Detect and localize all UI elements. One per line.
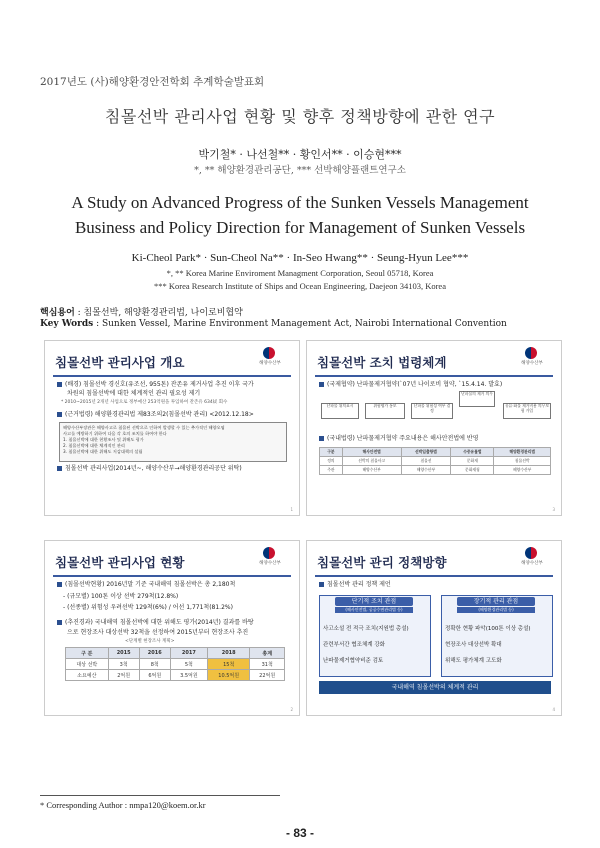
- law-box-line: 사고를 예방하기 위하여 다음 각 호의 조치를 하여야 한다: [63, 431, 167, 436]
- slide-number: 3: [552, 507, 555, 512]
- slide-line: (국내법령) 난파물제거협약 주요내용은 해사안전법에 반영: [327, 435, 479, 442]
- policy-item: 사고소설 전 적극 조치(지원법 총설): [323, 626, 409, 632]
- table-header-cell: 2017: [170, 648, 207, 659]
- table-cell: 대상 선박: [66, 659, 109, 670]
- policy-item: 위해도 평가체계 고도화: [445, 658, 502, 664]
- law-box-line: 해양수산부장관은 해양사고로 침몰된 선박으로 인하여 발생할 수 있는 추가적인 해양오염: [63, 425, 225, 430]
- table-cell: 31척: [250, 659, 285, 670]
- slide-text: [319, 435, 551, 443]
- table-cell: 해양수산부: [342, 466, 401, 475]
- slide-text: [319, 381, 551, 389]
- korean-affiliations: *, ** 해양환경관리공단, *** 선박해양플랜트연구소: [194, 165, 406, 176]
- table-row: [66, 659, 285, 670]
- table-cell: 5척: [170, 659, 207, 670]
- keywords-english: [40, 319, 507, 329]
- table-cell: 정의: [320, 457, 343, 466]
- slide-text: [57, 581, 289, 589]
- table-header-cell: 2016: [139, 648, 170, 659]
- table-row: [66, 670, 285, 681]
- table-cell: 10.5억원: [207, 670, 249, 681]
- table-cell: 8척: [139, 659, 170, 670]
- slide-title: 침몰선박 관리사업 개요: [55, 355, 185, 370]
- slide-legal-framework: [306, 340, 562, 516]
- slide-text: [57, 465, 289, 473]
- table-cell: 문화재청: [451, 466, 494, 475]
- ministry-logo: [249, 347, 291, 367]
- english-authors: Ki-Cheol Park* · Sun-Cheol Na** · In-Seo Hwang** · Seung-Hyun Lee***: [131, 252, 469, 264]
- policy-item: 관련부서간 협조체계 강화: [323, 642, 385, 648]
- slide-text: [57, 411, 289, 419]
- slide-divider: [315, 375, 553, 377]
- logo-text: 해양수산부: [259, 561, 281, 566]
- short-term-subtitle: (해사안전법, 공공수면관리법 등): [335, 607, 413, 613]
- law-box-line: 1. 침몰선박에 대한 현황조사 및 위해도 평가: [63, 437, 144, 442]
- footnote-divider: [40, 795, 280, 796]
- table-cell: 15척: [207, 659, 249, 670]
- table-header-cell: 2018: [207, 648, 249, 659]
- slide-line: (침몰선박현황) 2016년말 기준 국내해역 침몰선박은 총 2,180척: [65, 581, 236, 588]
- keywords-korean-text: : 침몰선박, 해양환경관리법, 나이로비협약: [77, 308, 243, 318]
- policy-item: 난파물제거협약비준 검토: [323, 658, 384, 664]
- ministry-logo: [249, 547, 291, 567]
- korean-title: 침몰선박 관리사업 현황 및 향후 정책방향에 관한 연구: [104, 107, 496, 126]
- english-title: [0, 190, 600, 240]
- page-number: - 83 -: [285, 826, 314, 840]
- table-header-cell: 총계: [250, 648, 285, 659]
- table-cell: 해양수산부: [494, 466, 551, 475]
- slide-divider: [53, 575, 291, 577]
- table-cell: 6억원: [139, 670, 170, 681]
- ministry-logo: [511, 347, 553, 367]
- bullet-icon: [57, 466, 62, 471]
- keywords-english-label: Key Words: [40, 319, 94, 329]
- taegeuk-icon: [525, 347, 537, 359]
- slide-line: - (규모별) 100톤 이상 선박 279척(12.8%): [63, 593, 179, 600]
- slide-status: [44, 540, 300, 716]
- taegeuk-icon: [263, 347, 275, 359]
- bullet-icon: [57, 582, 62, 587]
- slide-policy: [306, 540, 562, 716]
- bullet-icon: [319, 382, 324, 387]
- table-header-cell: 선박입출항법: [401, 448, 451, 457]
- survey-plan-table: [65, 647, 285, 681]
- logo-text: 해양수산부: [521, 361, 543, 366]
- law-table: [319, 447, 551, 475]
- slide-title: 침몰선박 조치 법령체계: [317, 355, 447, 370]
- law-box-line: 2. 침몰선박에 대한 체계적인 관리: [63, 443, 125, 448]
- slide-title: 침몰선박 관리 정책방향: [317, 555, 447, 570]
- bullet-icon: [57, 412, 62, 417]
- short-term-title: 단기적 조치 관점: [335, 597, 413, 606]
- law-box-line: 3. 침몰선박에 대한 위해도 저감대책의 설립: [63, 449, 143, 454]
- slide-line: (배경) 침몰선박 경신호(유조선, 955톤) 잔존유 제거사업 추진 이후 국가: [65, 381, 254, 388]
- law-box: [59, 422, 287, 462]
- slide-line: 침몰선박 관리 정책 제언: [327, 581, 391, 588]
- table-header-cell: 해양환경관리법: [494, 448, 551, 457]
- bullet-icon: [57, 382, 62, 387]
- slide-number: 1: [290, 507, 293, 512]
- slide-overview: [44, 340, 300, 516]
- korean-authors: 박기철* · 나선철** · 황인서** · 이승현***: [198, 148, 402, 161]
- english-affiliation-2: *** Korea Research Institute of Ships and Ocean Engineering, Daejeon 34103, Korea: [154, 281, 446, 291]
- conference-header: 2017년도 (사)해양환경안전학회 추계학술발표회: [40, 76, 265, 88]
- slide-title: 침몰선박 관리사업 현황: [55, 555, 185, 570]
- flow-box: 난파물의 제거 의무: [459, 391, 495, 407]
- table-header-cell: 수중유물법: [451, 448, 494, 457]
- slide-line: 차원의 침몰선박에 대한 체계적인 관리 필요성 제기: [67, 390, 201, 397]
- long-term-title: 장기적 관리 관점: [457, 597, 535, 606]
- table-header-cell: 구분: [320, 448, 343, 457]
- policy-item: 정확한 현황 파악(100톤 이상 총설): [445, 626, 531, 632]
- table-cell: 문화재: [451, 457, 494, 466]
- flow-box: 난파물 위치표시: [321, 403, 359, 419]
- slide-line: (근거법령) 해양환경관리법 제83조의2(침몰선박 관리) <2012.12.18>: [65, 411, 254, 418]
- table-cell: 침몰선: [401, 457, 451, 466]
- slide-line: - (선종별) 위험성 우려선박 129척(6%) / 어선 1,771척(81.2%): [63, 604, 233, 611]
- logo-text: 해양수산부: [521, 561, 543, 566]
- table-cell: 3척: [108, 659, 139, 670]
- bullet-icon: [319, 582, 324, 587]
- slide-text: [57, 381, 289, 389]
- policy-item: 현장조사 대상선박 확대: [445, 642, 502, 648]
- table-cell: 3.5억원: [170, 670, 207, 681]
- english-title-line1: A Study on Advanced Progress of the Sunken Vessels Management: [71, 193, 529, 212]
- table-cell: 선박의 침몰사고: [342, 457, 401, 466]
- taegeuk-icon: [525, 547, 537, 559]
- slide-line: 으로 현장조사 대상선박 32척을 선정하여 2015년부터 현장조사 추진: [67, 629, 249, 636]
- slide-number: 4: [552, 707, 555, 712]
- bullet-icon: [57, 620, 62, 625]
- slide-text: [57, 619, 289, 627]
- slide-line: (추진경과) 국내해역 침몰선박에 대한 위해도 평가(2014년) 결과를 바탕: [65, 619, 254, 626]
- bullet-icon: [319, 436, 324, 441]
- table-cell: 주관: [320, 466, 343, 475]
- table-header-row: [66, 648, 285, 659]
- slide-number: 2: [290, 707, 293, 712]
- table-cell: 22억원: [250, 670, 285, 681]
- keywords-korean: [40, 305, 243, 318]
- table-row: [320, 457, 551, 466]
- keywords-english-text: : Sunken Vessel, Marine Environment Management Act, Nairobi International Convention: [96, 319, 507, 329]
- slide-line: (국제협약) 난파물제거협약(`07년 나이로비 협약, `15.4.14. 발효): [327, 381, 503, 388]
- slide-text: [319, 581, 551, 589]
- long-term-subtitle: (해양환경관리법 등): [457, 607, 535, 613]
- flow-box: 위험평가 통보: [365, 403, 405, 419]
- table-header-cell: 해사안전법: [342, 448, 401, 457]
- english-title-line2: Business and Policy Direction for Management of Sunken Vessels: [74, 218, 526, 237]
- table-cell: 소요예산: [66, 670, 109, 681]
- flow-box: 유류·화물 제거비용 의무보험 가입: [503, 403, 551, 419]
- table-caption: <단계별 현장조사 계획>: [125, 639, 175, 644]
- table-cell: 침몰선박: [494, 457, 551, 466]
- english-affiliation-1: *, ** Korea Marine Enviroment Managment Corporation, Seoul 05718, Korea: [166, 268, 434, 278]
- logo-text: 해양수산부: [259, 361, 281, 366]
- table-header-cell: 구 분: [66, 648, 109, 659]
- table-header-row: [320, 448, 551, 457]
- policy-goal-banner: 국내해역 침몰선박의 체계적 관리: [319, 681, 551, 694]
- slide-divider: [53, 375, 291, 377]
- table-header-cell: 2015: [108, 648, 139, 659]
- keywords-korean-label: 핵심용어: [40, 308, 75, 318]
- ministry-logo: [511, 547, 553, 567]
- slide-divider: [315, 575, 553, 577]
- corresponding-author-note: * Corresponding Author : nmpa120@koem.or.kr: [40, 800, 206, 810]
- slide-note: * 2010~2015년 2개년 사업으로 정부예산 253억원을 투입하여 잔존유 634㎘ 회수: [61, 400, 228, 405]
- slide-line: 침몰선박 관리사업(2014년~, 해양수산부→해양환경관리공단 위탁): [65, 465, 242, 472]
- table-row: [320, 466, 551, 475]
- table-cell: 해양수산부: [401, 466, 451, 475]
- flow-box: 난파물 위험성 여부 결정: [411, 403, 453, 419]
- table-cell: 2억원: [108, 670, 139, 681]
- taegeuk-icon: [263, 547, 275, 559]
